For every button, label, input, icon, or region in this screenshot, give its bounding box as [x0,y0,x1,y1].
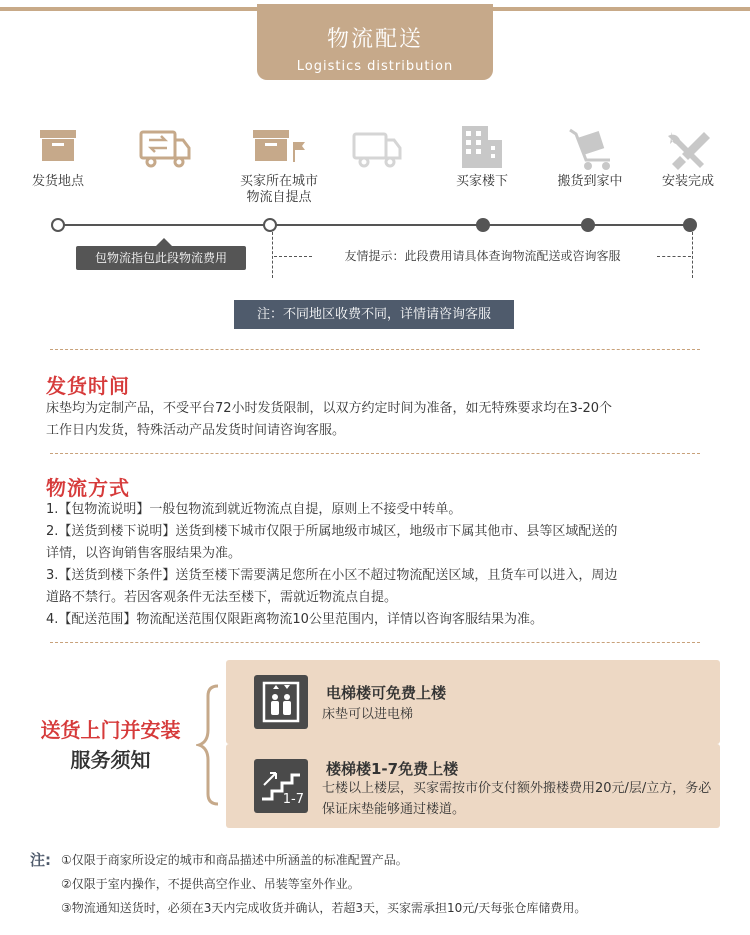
footer-note: ①仅限于商家所设定的城市和商品描述中所涵盖的标准配置产品。 [61,853,408,867]
divider [50,453,700,454]
text-line: 1.【包物流说明】一般包物流到就近物流点自提，原则上不接受中转单。 [46,502,462,517]
stairs-icon [254,759,308,813]
shipping-time-title: 发货时间 [46,374,130,398]
truck-icon [346,126,406,174]
service-card-heading: 楼梯楼1-7免费上楼 [326,760,459,778]
footer-note: ③物流通知送货时，必须在3天内完成收货并确认，若超3天，买家需承担10元/天每张仓库储费用。 [61,901,587,915]
box-flag-icon [249,126,309,174]
elevator-icon [254,675,308,729]
handcart-icon [560,126,620,174]
text-line: 4.【配送范围】物流配送范围仅限距离物流10公里范围内，详情以咨询客服结果为准。 [46,612,543,627]
service-card-stairs [226,744,720,828]
text-line: 工作日内发货，特殊活动产品发货时间请咨询客服。 [46,423,346,438]
text-line: 2.【送货到楼下说明】送货到楼下城市仅限于所属地级市城区，地级市下属其他市、县等区域配送的 [46,524,618,539]
service-card-heading: 电梯楼可免费上楼 [326,684,447,702]
stairs-badge: 1-7 [282,792,304,807]
step-installed [658,126,718,190]
step-carry-home [552,126,628,190]
timeline-line [58,224,690,226]
step-city-pickup [233,126,325,206]
brace-icon [196,684,222,806]
timeline-dot-open [51,218,65,232]
text-line: 详情，以咨询销售客服结果为准。 [46,546,242,561]
service-card-desc: 床垫可以进电梯 [322,707,414,722]
logistics-text [46,499,706,631]
text-line: 道路不禁行。若因客观条件无法至楼下，需就近物流点自提。 [46,590,398,605]
step-origin [28,126,88,190]
divider [50,349,700,350]
header-tab [257,4,493,80]
step-label: 安装完成 [661,174,714,189]
package-shipping-pill: 包物流指包此段物流费用 [76,246,246,270]
page-subtitle: Logistics distribution [296,59,454,74]
timeline-dot [683,218,697,232]
friendly-tip [270,232,695,278]
step-downstairs [452,118,512,190]
page-title: 物流配送 [326,27,423,52]
timeline-dot [581,218,595,232]
region-fee-note: 注：不同地区收费不同，详情请咨询客服 [234,300,514,329]
service-card-desc: 七楼以上楼层，买家需按市价支付额外搬楼费用20元/层/立方，务必保证床垫能够通过楼道。 [322,781,712,817]
shipping-time-text [46,398,706,442]
text-line: 床垫均为定制产品，不受平台72小时发货限制，以双方约定时间为准备，如无特殊要求均在3-20个 [46,401,613,416]
footer-label: 注: [30,851,51,869]
tools-icon [658,126,718,174]
step-transport [133,126,193,174]
service-card-elevator [226,660,720,744]
step-label: 买家所在城市 物流自提点 [239,174,318,205]
friendly-tip-text: 友情提示：此段费用请具体查询物流配送或咨询客服 [344,249,621,263]
divider [50,642,700,643]
service-title-main: 送货上门并安装 [40,718,181,742]
box-icon [28,126,88,174]
timeline-dot-open [263,218,277,232]
footer-note: ②仅限于室内操作，不提供高空作业、吊装等室外作业。 [61,877,360,891]
step-label: 发货地点 [31,174,84,189]
timeline-dot [476,218,490,232]
step-label: 搬货到家中 [557,174,623,189]
step-delivery-truck [346,126,406,174]
service-title-sub: 服务须知 [70,748,151,772]
logistics-title: 物流方式 [46,476,130,500]
truck-transfer-icon [133,126,193,174]
service-title [28,715,193,775]
step-label: 买家楼下 [455,174,508,189]
text-line: 3.【送货到楼下条件】送货至楼下需要满足您所在小区不超过物流配送区域，且货车可以进入，周边 [46,568,618,583]
building-icon [452,118,512,174]
